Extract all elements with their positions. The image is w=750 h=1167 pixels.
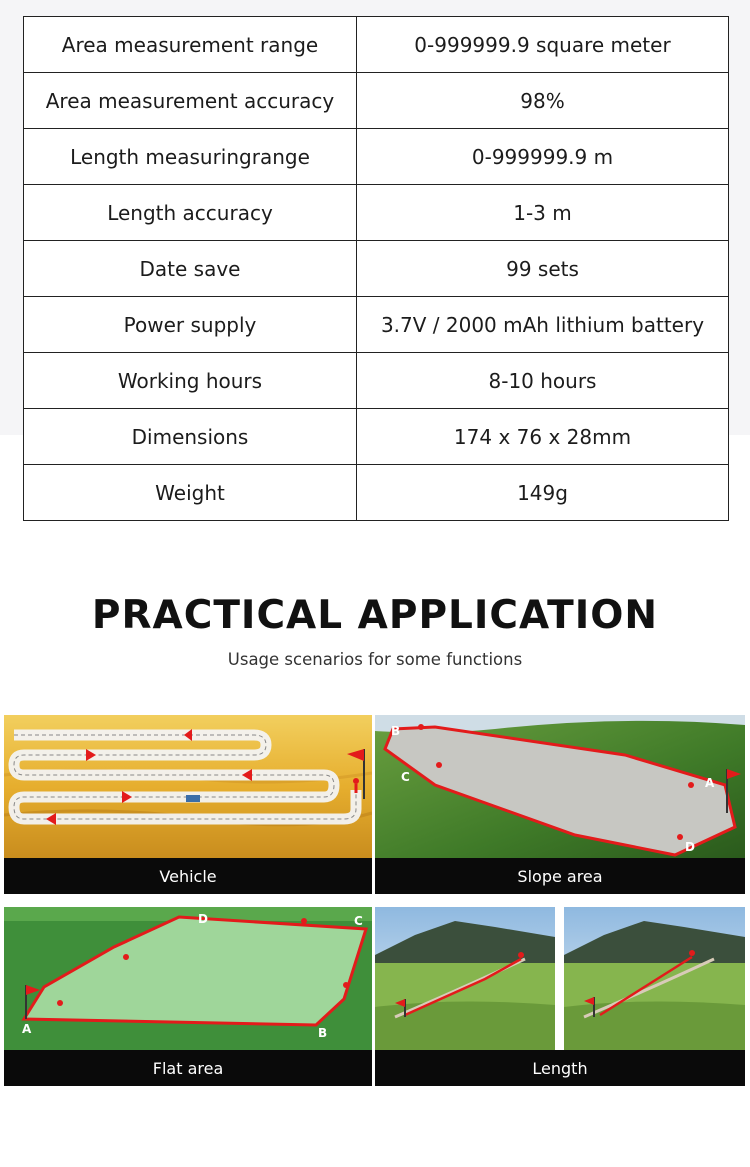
flat-point-c: C (354, 914, 363, 928)
spec-label: Weight (24, 465, 357, 521)
flat-scene-image (4, 907, 372, 1050)
spec-value: 0-999999.9 m (357, 129, 729, 185)
length-caption: Length (375, 1050, 745, 1086)
table-row (24, 73, 729, 129)
slope-caption: Slope area (375, 858, 745, 894)
slope-scene-image (375, 715, 745, 858)
spec-label: Area measurement range (24, 17, 357, 73)
spec-label: Dimensions (24, 409, 357, 465)
spec-label: Working hours (24, 353, 357, 409)
spec-value: 0-999999.9 square meter (357, 17, 729, 73)
vehicle-caption: Vehicle (4, 858, 372, 894)
length-scene-image (375, 907, 745, 1050)
table-row (24, 241, 729, 297)
spec-value: 3.7V / 2000 mAh lithium battery (357, 297, 729, 353)
spec-value: 8-10 hours (357, 353, 729, 409)
slope-point-b: B (391, 724, 401, 738)
slope-point-c: C (401, 770, 410, 784)
spec-value: 1-3 m (357, 185, 729, 241)
spec-value: 99 sets (357, 241, 729, 297)
table-row (24, 353, 729, 409)
flat-caption: Flat area (4, 1050, 372, 1086)
spec-value: 174 x 76 x 28mm (357, 409, 729, 465)
section-title: PRACTICAL APPLICATION (91, 593, 659, 638)
spec-label: Length measuringrange (24, 129, 357, 185)
table-row (24, 465, 729, 521)
table-row (24, 409, 729, 465)
spec-table (23, 16, 729, 521)
spec-value: 149g (357, 465, 729, 521)
spec-value: 98% (357, 73, 729, 129)
flat-point-a: A (22, 1022, 32, 1036)
spec-label: Length accuracy (24, 185, 357, 241)
slope-point-d: D (685, 840, 695, 854)
spec-label: Area measurement accuracy (24, 73, 357, 129)
table-row (24, 17, 729, 73)
spec-label: Power supply (24, 297, 357, 353)
table-row (24, 129, 729, 185)
flat-point-d: D (198, 912, 208, 926)
spec-label: Date save (24, 241, 357, 297)
vehicle-scene-image (4, 715, 372, 858)
slope-point-a: A (705, 776, 715, 790)
table-row (24, 185, 729, 241)
section-subtitle: Usage scenarios for some functions (227, 650, 523, 669)
table-row (24, 297, 729, 353)
flat-point-b: B (318, 1026, 328, 1040)
